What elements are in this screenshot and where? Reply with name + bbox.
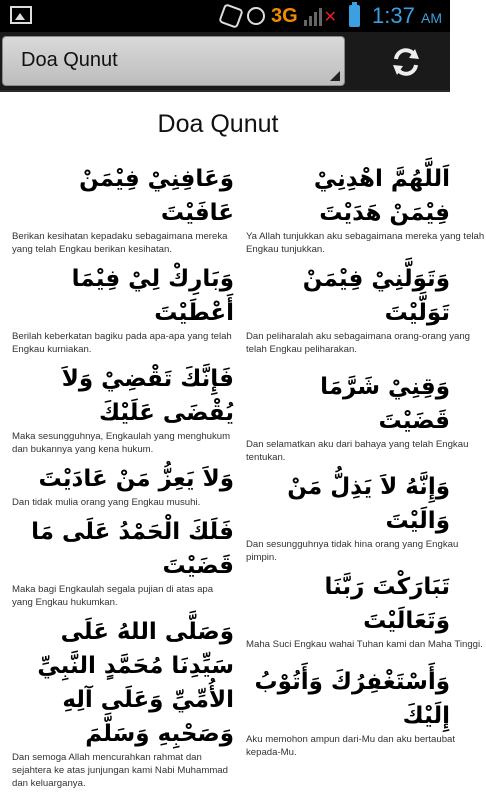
arabic-text: فَإِنَّكَ تَقْضِيْ وَلاَ يُقْضَى عَلَيْكَ	[61, 366, 234, 426]
alarm-icon	[247, 7, 265, 25]
network-type: 3G	[270, 4, 298, 27]
translation-text: Dan semoga Allah mencurahkan rahmat dan sejahtera ke atas junjungan kami Nabi Muhammad dan keluarganya.	[12, 752, 228, 789]
translation-text: Maha Suci Engkau wahai Tuhan kami dan Maha Tinggi.	[246, 639, 483, 650]
translation-text: Berilah keberkatan bagiku pada apa-apa yang telah Engkau kurniakan.	[12, 331, 232, 355]
doa-verse	[12, 615, 234, 790]
doa-verse	[246, 162, 485, 256]
doa-verse	[12, 262, 234, 356]
arabic-text: وَقِنِيْ شَرَّمَا قَضَيْتَ	[320, 374, 450, 434]
translation-text: Ya Allah tunjukkan aku sebagaimana mereka yang telah Engkau tunjukkan.	[246, 231, 485, 255]
no-signal-icon: ✕	[323, 6, 338, 26]
spinner-label: Doa Qunut	[21, 49, 118, 71]
doa-verse	[246, 665, 456, 759]
battery-icon	[349, 5, 360, 27]
translation-text: Maka bagi Engkaulah segala pujian di atas apa yang Engkau hukumkan.	[12, 584, 214, 608]
translation-text: Maka sesungguhnya, Engkaulah yang menghukum dan bukannya yang kena hukum.	[12, 431, 231, 455]
translation-text: Aku memohon ampun dari-Mu dan aku bertaubat kepada-Mu.	[246, 734, 456, 758]
translation-text: Dan tidak mulia orang yang Engkau musuhi.	[12, 497, 201, 508]
clock-time: 1:37	[372, 3, 415, 28]
clock-ampm: AM	[421, 10, 442, 26]
doa-verse	[12, 462, 234, 509]
arabic-text: وَبَارِكْ لِيْ فِيْمَا أَعْطَيْتَ	[71, 266, 234, 326]
arabic-text: وَلاَ يَعِزُّ مَنْ عَادَيْتَ	[38, 466, 234, 492]
arabic-text: فَلَكَ الْحَمْدُ عَلَى مَا قَضَيْتَ	[31, 519, 234, 579]
spinner-arrow-icon	[330, 71, 340, 81]
signal-icon	[304, 6, 322, 26]
page-title: Doa Qunut	[157, 110, 279, 138]
arabic-text: تَبَارَكْتَ رَبَّنَا وَتَعَالَيْتَ	[324, 574, 450, 634]
doa-verse	[246, 570, 483, 651]
arabic-text: وَصَلَّى اللهُ عَلَى سَيِّدِنَا مُحَمَّدٍ النَّبِيِّ الأُمِّيِّ وَعَلَى آلِهِ وَصَحْبِهِ وَسَلَّمَ	[37, 619, 234, 747]
doa-verse	[12, 362, 234, 456]
doa-verse	[246, 370, 469, 464]
translation-text: Dan selamatkan aku dari bahaya yang telah Engkau tentukan.	[246, 439, 469, 463]
action-bar	[0, 32, 450, 92]
doa-verse	[246, 470, 459, 564]
status-bar	[0, 0, 450, 32]
translation-text: Dan sesungguhnya tidak hina orang yang Engkau pimpin.	[246, 539, 459, 563]
arabic-text: وَتَوَلَّنِيْ فِيْمَنْ تَوَلَّيْتَ	[302, 266, 450, 326]
arabic-text: وَإِنَّهُ لاَ يَذِلُّ مَنْ وَالَيْتَ	[287, 474, 450, 534]
doa-spinner[interactable]	[2, 36, 345, 86]
arabic-text: وَأَسْتَغْفِرُكَ وَأَتُوْبُ إِلَيْكَ	[254, 669, 450, 729]
translation-text: Berikan kesihatan kepadaku sebagaimana mereka yang telah Engkau berikan kesihatan.	[12, 231, 228, 255]
doa-content[interactable]	[0, 92, 485, 800]
doa-verse	[12, 515, 234, 609]
right-column	[246, 162, 485, 765]
clock	[372, 3, 442, 29]
arabic-text: وَعَافِنِيْ فِيْمَنْ عَافَيْتَ	[79, 166, 234, 226]
doa-verse	[12, 162, 234, 256]
picture-icon	[10, 6, 32, 24]
refresh-icon[interactable]	[388, 44, 424, 80]
translation-text: Dan peliharalah aku sebagaimana orang-orang yang telah Engkau peliharakan.	[246, 331, 471, 355]
left-column	[12, 162, 234, 796]
arabic-text: اَللَّهُمَّ اهْدِنِيْ فِيْمَنْ هَدَيْتَ	[313, 166, 450, 226]
status-icons	[221, 0, 442, 32]
rotation-icon	[218, 3, 244, 29]
doa-verse	[246, 262, 471, 356]
